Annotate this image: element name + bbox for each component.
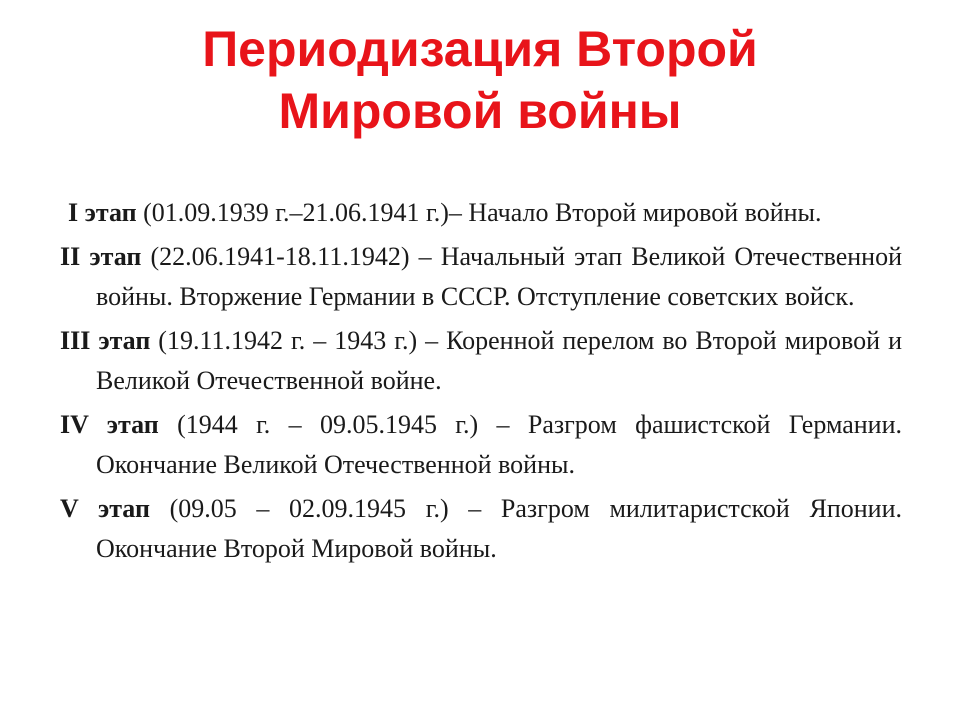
stage-item-3 [60,321,902,401]
stage-text: (22.06.1941-18.11.1942) – Начальный этап Великой Отечественной войны. Вторжение Германии в СССР. Отступление советских войск. [96,242,902,311]
stage-text: (09.05 – 02.09.1945 г.) – Разгром милитаристской Японии. Окончание Второй Мировой войны. [96,494,902,563]
title-line-1: Периодизация Второй [202,21,758,77]
stage-text: (19.11.1942 г. – 1943 г.) – Коренной перелом во Второй мировой и Великой Отечественной войне. [96,326,902,395]
stage-item-1 [60,193,902,233]
page-title [0,18,960,142]
stage-item-2 [60,237,902,317]
stage-item-5 [60,489,902,569]
stage-label: IV этап [60,410,159,439]
stage-label: V этап [60,494,150,523]
stage-list [60,193,902,573]
stage-label: II этап [60,242,142,271]
stage-item-4 [60,405,902,485]
stage-label: I этап [68,198,137,227]
stage-label: III этап [60,326,151,355]
stage-text: (01.09.1939 г.–21.06.1941 г.)– Начало Второй мировой войны. [136,198,822,227]
stage-text: (1944 г. – 09.05.1945 г.) – Разгром фашистской Германии. Окончание Великой Отечественной войны. [96,410,903,479]
title-line-2: Мировой войны [278,83,682,139]
